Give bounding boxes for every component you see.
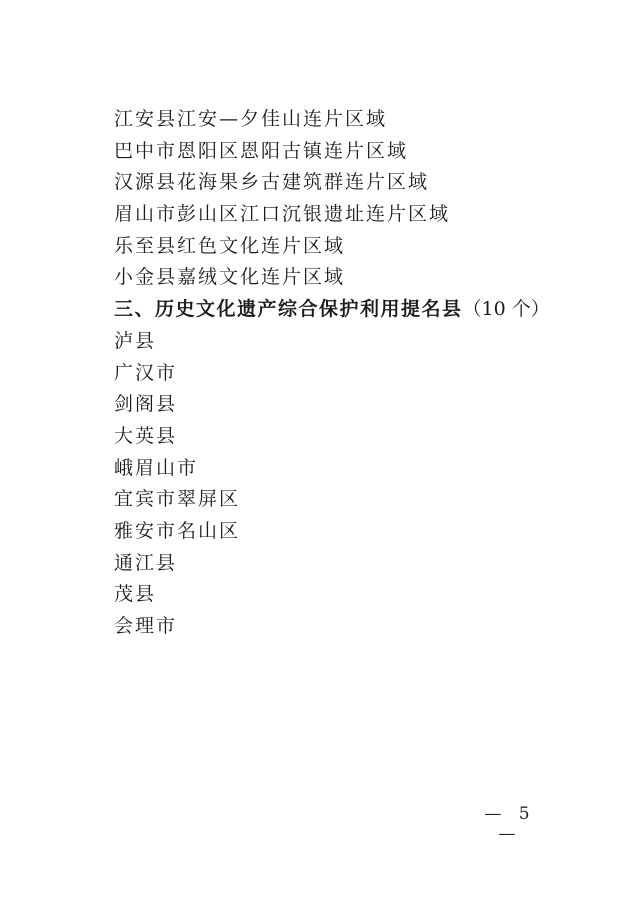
- county-line: 宜宾市翠屏区: [114, 488, 241, 511]
- region-line: 巴中市恩阳区恩阳古镇连片区域: [114, 139, 409, 162]
- region-line: 江安县江安—夕佳山连片区域: [114, 108, 388, 130]
- county-line: 剑阁县: [114, 393, 178, 416]
- region-line: 乐至县红色文化连片区域: [114, 234, 346, 257]
- county-line: 泸县: [114, 329, 157, 352]
- county-line: 大英县: [114, 424, 178, 447]
- county-line: 通江县: [114, 551, 178, 574]
- region-line: 小金县嘉绒文化连片区域: [114, 266, 346, 289]
- section-heading: [114, 294, 594, 326]
- section-heading-title: 三、历史文化遗产综合保护利用提名县: [114, 298, 463, 321]
- region-line: 汉源县花海果乡古建筑群连片区域: [114, 171, 430, 194]
- county-line: 峨眉山市: [114, 456, 199, 479]
- document-body: [114, 104, 594, 643]
- county-line: 广汉市: [114, 361, 178, 384]
- section-heading-count: （10 个）: [462, 298, 550, 321]
- county-line: 会理市: [114, 615, 178, 637]
- region-line: 眉山市彭山区江口沉银遗址连片区域: [114, 203, 451, 226]
- page-number: — 5 —: [484, 804, 536, 844]
- county-line: 雅安市名山区: [114, 519, 241, 542]
- county-line: 茂县: [114, 583, 157, 606]
